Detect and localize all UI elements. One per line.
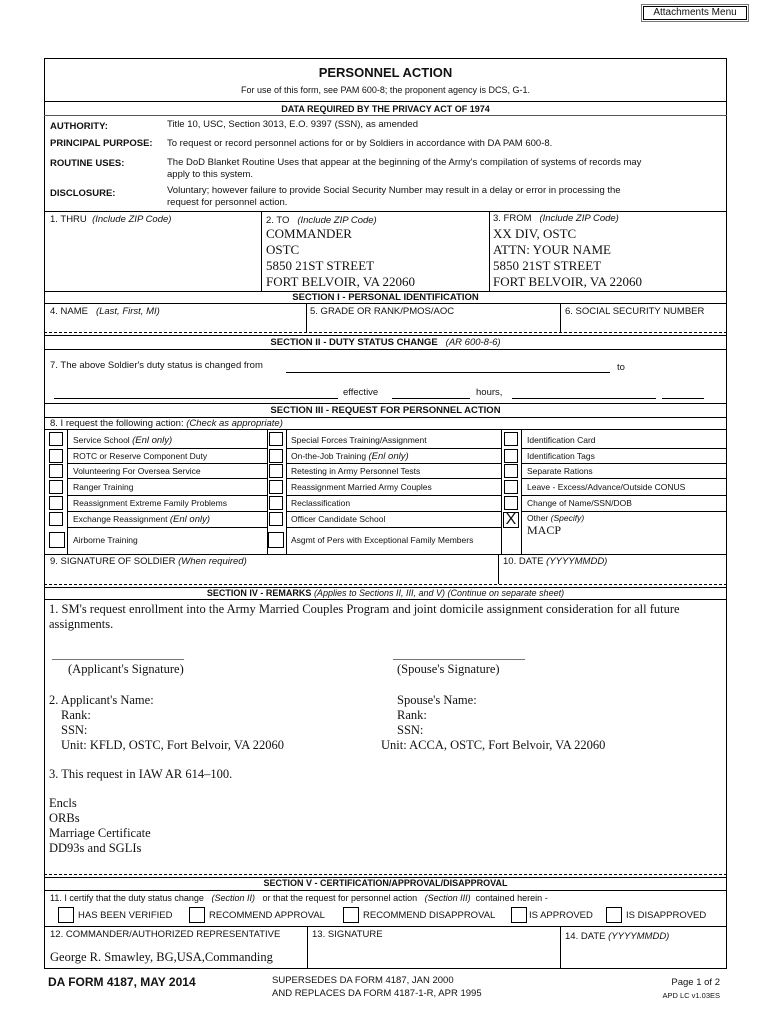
- label-exchange-reassignment: Exchange Reassignment (Enl only): [73, 514, 211, 525]
- other-specify-value[interactable]: MACP: [527, 523, 562, 537]
- purpose-text: To request or record personnel actions for or by Soldiers in accordance with DA PAM 600-8.: [167, 138, 553, 149]
- name-label: 4. NAME (Last, First, MI): [50, 306, 160, 317]
- checkbox-service-school[interactable]: [49, 432, 63, 446]
- label-recommend-approval: RECOMMEND APPROVAL: [209, 910, 325, 921]
- checkbox-ocs[interactable]: [269, 512, 283, 526]
- section-1-title: SECTION I - PERSONAL IDENTIFICATION: [292, 292, 479, 303]
- label-rotc: ROTC or Reserve Component Duty: [73, 451, 208, 461]
- label-id-tags: Identification Tags: [527, 451, 595, 461]
- checkbox-name-change[interactable]: [504, 496, 518, 510]
- section-3-title: SECTION III - REQUEST FOR PERSONNEL ACTION: [270, 405, 501, 416]
- from-label: 3. FROM (Include ZIP Code): [493, 213, 619, 224]
- effective-date-field[interactable]: [392, 398, 470, 399]
- label-exceptional-family: Asgmt of Pers with Exceptional Family Members: [291, 535, 474, 545]
- remark-1-cont: assignments.: [49, 617, 114, 631]
- form-id: DA FORM 4187, MAY 2014: [48, 975, 196, 989]
- authority-label: AUTHORITY:: [50, 121, 108, 132]
- label-is-approved: IS APPROVED: [529, 910, 593, 921]
- label-recommend-disapproval: RECOMMEND DISAPPROVAL: [363, 910, 496, 921]
- supersedes-line-1: SUPERSEDES DA FORM 4187, JAN 2000: [272, 975, 454, 986]
- remark-1: 1. SM's request enrollment into the Army Married Couples Program and joint domicile assignment consideration for all future: [49, 602, 680, 616]
- grade-label: 5. GRADE OR RANK/PMOS/AOC: [310, 306, 455, 317]
- checkbox-leave[interactable]: [504, 480, 518, 494]
- disclosure-label: DISCLOSURE:: [50, 188, 116, 199]
- label-special-forces: Special Forces Training/Assignment: [291, 435, 427, 445]
- duty-status-line: 7. The above Soldier's duty status is changed from: [50, 360, 263, 371]
- checkbox-ojt[interactable]: [269, 449, 283, 463]
- checkbox-ranger-training[interactable]: [49, 480, 63, 494]
- label-oversea-service: Volunteering For Oversea Service: [73, 466, 201, 476]
- soldier-date-label: 10. DATE (YYYYMMDD): [503, 556, 608, 567]
- checkbox-is-disapproved[interactable]: [606, 907, 622, 923]
- checkbox-reassignment-family[interactable]: [49, 496, 63, 510]
- spouse-signature-line: ______________________: [393, 647, 525, 661]
- thru-field[interactable]: [46, 226, 259, 288]
- remark-3: 3. This request in IAW AR 614–100.: [49, 767, 233, 781]
- checkbox-recommend-disapproval[interactable]: [343, 907, 359, 923]
- section-4-title: SECTION IV - REMARKS (Applies to Sections II, III, and V) (Continue on separate sheet): [206, 588, 565, 598]
- checkbox-has-been-verified[interactable]: [58, 907, 74, 923]
- label-reclassification: Reclassification: [291, 498, 351, 508]
- checkbox-rotc[interactable]: [49, 449, 63, 463]
- label-ocs: Officer Candidate School: [291, 514, 386, 524]
- label-airborne-training: Airborne Training: [73, 535, 138, 545]
- checkbox-id-card[interactable]: [504, 432, 518, 446]
- form-version: APD LC v1.03ES: [662, 991, 720, 1000]
- disclosure-text-2: request for personnel action.: [167, 197, 288, 208]
- duty-status-from-field[interactable]: [286, 372, 610, 373]
- commander-signature-label: 13. SIGNATURE: [312, 929, 383, 940]
- soldier-signature-label: 9. SIGNATURE OF SOLDIER (When required): [50, 556, 247, 567]
- supersedes-line-2: AND REPLACES DA FORM 4187-1-R, APR 1995: [272, 988, 482, 999]
- checkbox-airborne-training[interactable]: [49, 532, 65, 548]
- label-name-change: Change of Name/SSN/DOB: [527, 498, 632, 508]
- checkbox-other[interactable]: X: [503, 512, 519, 528]
- effective-label: effective: [343, 387, 379, 398]
- form-title: PERSONNEL ACTION: [318, 65, 453, 80]
- authority-text: Title 10, USC, Section 3013, E.O. 9397 (SSN), as amended: [167, 119, 418, 130]
- checkbox-separate-rations[interactable]: [504, 464, 518, 478]
- label-married-couples: Reassignment Married Army Couples: [291, 482, 432, 492]
- ssn-label: 6. SOCIAL SECURITY NUMBER: [565, 306, 705, 317]
- applicant-info: 2. Applicant's Name: Rank: SSN: Unit: KFLD, OSTC, Fort Belvoir, VA 22060: [49, 693, 285, 752]
- label-other: Other (Specify): [527, 513, 585, 523]
- label-has-been-verified: HAS BEEN VERIFIED: [78, 910, 173, 921]
- from-address[interactable]: XX DIV, OSTC ATTN: YOUR NAME 5850 21ST STREET FORT BELVOIR, VA 22060: [493, 226, 642, 289]
- section-5-title: SECTION V - CERTIFICATION/APPROVAL/DISAPPROVAL: [263, 878, 508, 888]
- to-label: 2. TO (Include ZIP Code): [266, 215, 377, 226]
- checkbox-oversea-service[interactable]: [49, 464, 63, 478]
- checkbox-exceptional-family[interactable]: [268, 532, 284, 548]
- label-reassignment-family: Reassignment Extreme Family Problems: [73, 498, 227, 508]
- checkbox-married-couples[interactable]: [269, 480, 283, 494]
- label-separate-rations: Separate Rations: [527, 466, 593, 476]
- duty-status-to-field[interactable]: [54, 398, 338, 399]
- checkbox-reclassification[interactable]: [269, 496, 283, 510]
- spouse-info: Spouse's Name: Rank: SSN: Unit: ACCA, OSTC, Fort Belvoir, VA 22060: [381, 693, 606, 752]
- remarks-area[interactable]: [49, 602, 721, 632]
- applicant-signature-line: ______________________: [52, 647, 184, 661]
- hours-field[interactable]: [512, 398, 656, 399]
- routine-uses-label: ROUTINE USES:: [50, 158, 125, 169]
- attachments-menu-button[interactable]: Attachments Menu: [643, 6, 747, 20]
- checkbox-recommend-approval[interactable]: [189, 907, 205, 923]
- label-ojt: On-the-Job Training (Enl only): [291, 451, 409, 462]
- checkbox-retesting[interactable]: [269, 464, 283, 478]
- commander-name[interactable]: George R. Smawley, BG,USA,Commanding: [50, 950, 273, 964]
- item-11-label: 11. I certify that the duty status change (Section II) or that the request for personnel action (Section III) contained herein -: [50, 893, 548, 903]
- label-leave: Leave - Excess/Advance/Outside CONUS: [527, 482, 686, 492]
- label-retesting: Retesting in Army Personnel Tests: [291, 466, 421, 476]
- routine-uses-text: The DoD Blanket Routine Uses that appear at the beginning of the Army's compilation of systems of records may: [167, 157, 642, 168]
- privacy-act-header: DATA REQUIRED BY THE PRIVACY ACT OF 1974: [281, 104, 490, 114]
- form-subtitle: For use of this form, see PAM 600-8; the proponent agency is DCS, G-1.: [241, 85, 530, 95]
- enclosures: Encls ORBs Marriage Certificate DD93s and SGLIs: [49, 796, 151, 855]
- label-ranger-training: Ranger Training: [73, 482, 134, 492]
- label-is-disapproved: IS DISAPPROVED: [626, 910, 707, 921]
- approval-date-label: 14. DATE (YYYYMMDD): [565, 931, 670, 942]
- label-service-school: Service School (Enl only): [73, 435, 173, 446]
- checkbox-id-tags[interactable]: [504, 449, 518, 463]
- section-2-title: SECTION II - DUTY STATUS CHANGE (AR 600-8-6): [270, 337, 501, 348]
- checkbox-special-forces[interactable]: [269, 432, 283, 446]
- disclosure-text: Voluntary; however failure to provide Social Security Number may result in a delay or error in processing the: [167, 185, 621, 196]
- spouse-signature-caption: (Spouse's Signature): [397, 662, 500, 676]
- duty-status-to-word: to: [617, 362, 625, 373]
- hours-label: hours,: [476, 387, 503, 398]
- page-number: Page 1 of 2: [671, 977, 720, 988]
- checkbox-exchange-reassignment[interactable]: [49, 512, 63, 526]
- applicant-signature-caption: (Applicant's Signature): [68, 662, 184, 676]
- checkbox-is-approved[interactable]: [511, 907, 527, 923]
- thru-label: 1. THRU (Include ZIP Code): [50, 214, 172, 225]
- item-8-label: 8. I request the following action: (Check as appropriate): [50, 418, 283, 429]
- purpose-label: PRINCIPAL PURPOSE:: [50, 138, 153, 149]
- routine-uses-text-2: apply to this system.: [167, 169, 254, 180]
- label-id-card: Identification Card: [527, 435, 596, 445]
- to-address[interactable]: COMMANDER OSTC 5850 21ST STREET FORT BELVOIR, VA 22060: [266, 226, 415, 289]
- commander-label: 12. COMMANDER/AUTHORIZED REPRESENTATIVE: [50, 929, 281, 940]
